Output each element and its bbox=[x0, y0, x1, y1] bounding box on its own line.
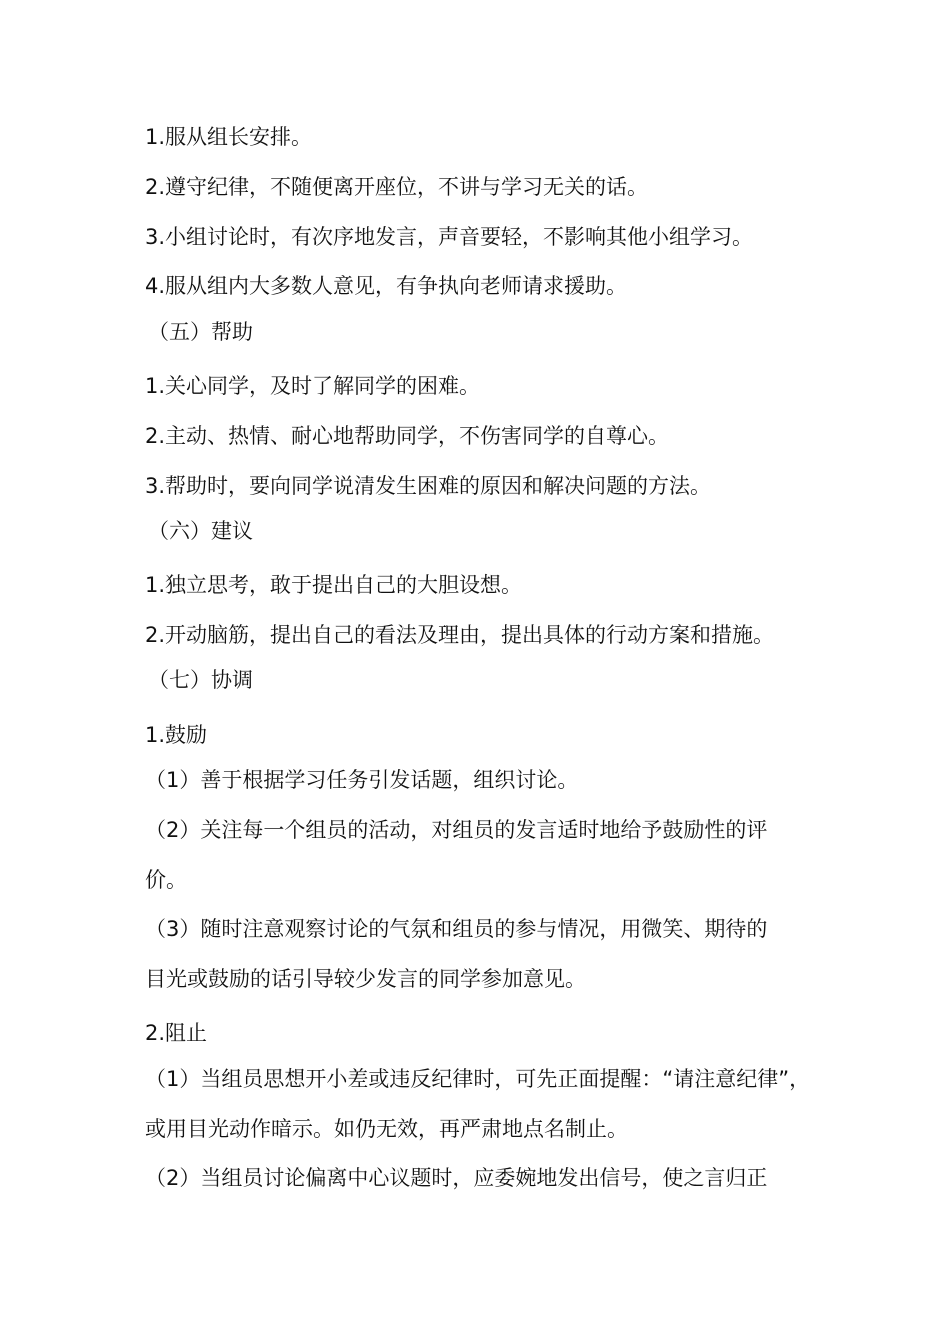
text-line-8: 3.帮助时，要向同学说清发生困难的原因和解决问题的方法。 bbox=[145, 474, 712, 498]
text-line-16: 价。 bbox=[145, 868, 187, 892]
section-heading-7: （七）协调 bbox=[148, 668, 253, 692]
text-line-2: 2.遵守纪律，不随便离开座位，不讲与学习无关的话。 bbox=[145, 175, 649, 199]
text-line-13: 1.鼓励 bbox=[145, 723, 208, 747]
text-line-17: （3）随时注意观察讨论的气氛和组员的参与情况，用微笑、期待的 bbox=[145, 917, 768, 941]
section-heading-6: （六）建议 bbox=[148, 519, 253, 543]
text-line-21: 或用目光动作暗示。如仍无效，再严肃地点名制止。 bbox=[145, 1117, 628, 1141]
text-line-7: 2.主动、热情、耐心地帮助同学，不伤害同学的自尊心。 bbox=[145, 424, 670, 448]
text-line-15: （2）关注每一个组员的活动，对组员的发言适时地给予鼓励性的评 bbox=[145, 818, 768, 842]
text-line-14: （1）善于根据学习任务引发话题，组织讨论。 bbox=[145, 768, 579, 792]
text-line-22: （2）当组员讨论偏离中心议题时，应委婉地发出信号，使之言归正 bbox=[145, 1166, 768, 1190]
text-line-11: 2.开动脑筋，提出自己的看法及理由，提出具体的行动方案和措施。 bbox=[145, 623, 775, 647]
text-line-6: 1.关心同学，及时了解同学的困难。 bbox=[145, 374, 481, 398]
section-heading-5: （五）帮助 bbox=[148, 320, 253, 344]
text-line-18: 目光或鼓励的话引导较少发言的同学参加意见。 bbox=[145, 967, 586, 991]
text-line-4: 4.服从组内大多数人意见，有争执向老师请求援助。 bbox=[145, 274, 628, 298]
text-line-19: 2.阻止 bbox=[145, 1021, 208, 1045]
text-line-20: （1）当组员思想开小差或违反纪律时，可先正面提醒：“请注意纪律”， bbox=[145, 1067, 811, 1091]
text-line-3: 3.小组讨论时，有次序地发言，声音要轻，不影响其他小组学习。 bbox=[145, 225, 754, 249]
text-line-10: 1.独立思考，敢于提出自己的大胆设想。 bbox=[145, 573, 523, 597]
text-line-1: 1.服从组长安排。 bbox=[145, 125, 313, 149]
